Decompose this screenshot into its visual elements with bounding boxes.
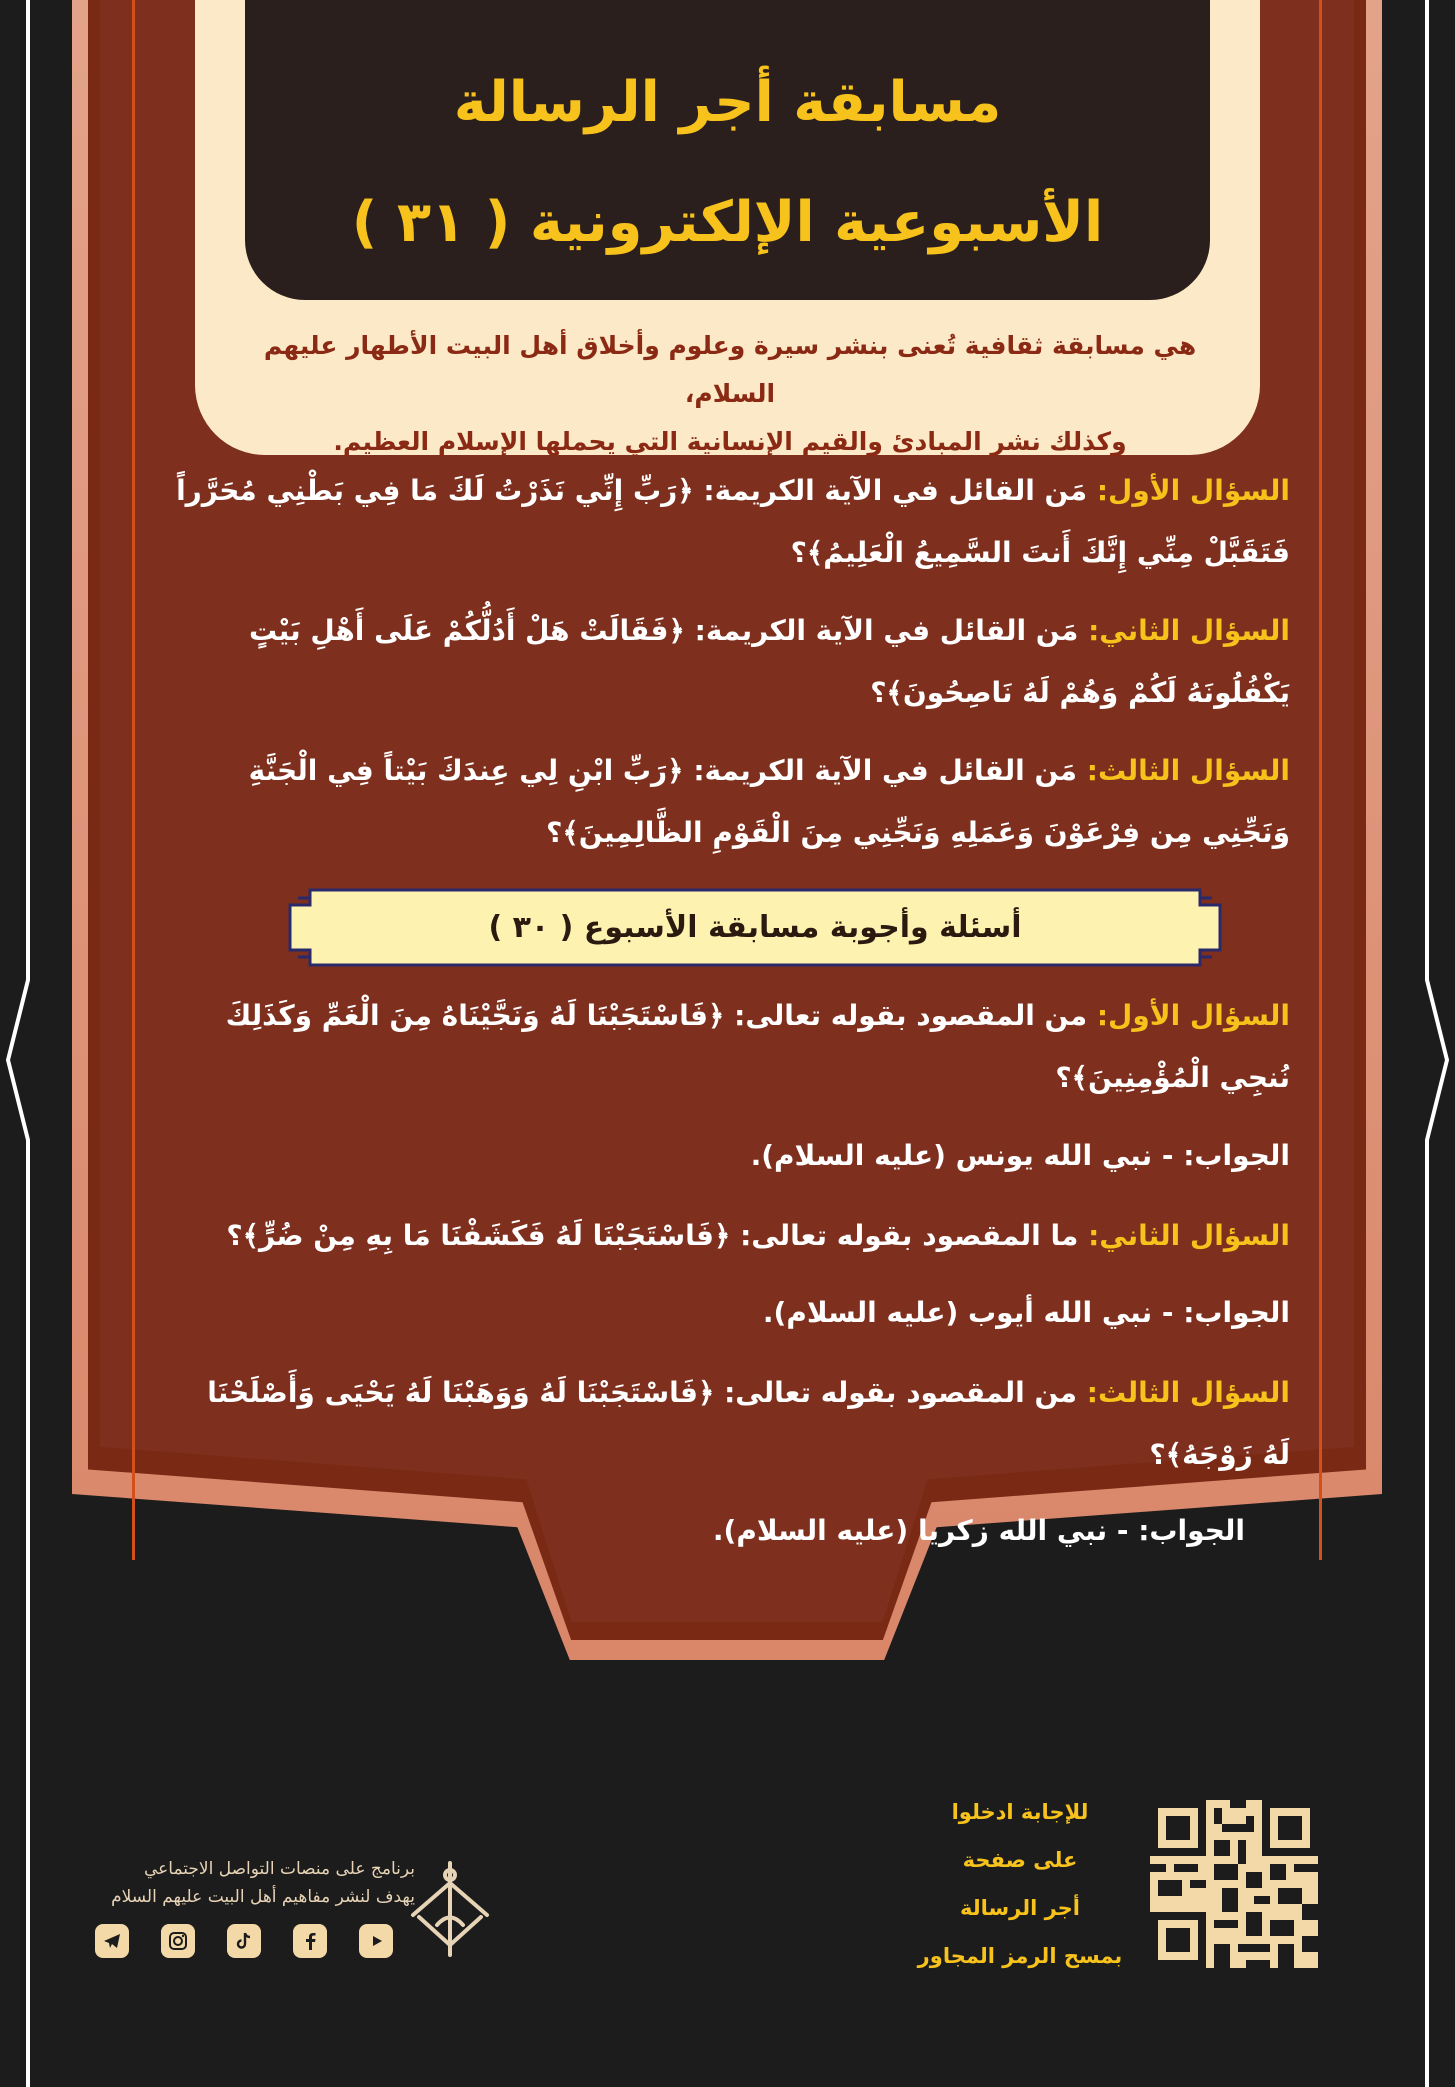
social-links [95,1924,393,1958]
previous-question-3 [170,1362,1290,1486]
question-label: السؤال الثالث: [1086,754,1290,787]
current-question-1 [170,460,1290,584]
question-label: السؤال الأول: [1096,999,1290,1032]
qr-hint-line: أجر الرسالة [959,1896,1080,1920]
left-frame-border [0,0,40,2087]
title-line-2: الأسبوعية الإلكترونية ( ٣١ ) [351,190,1104,255]
program-logo [405,1855,495,1965]
question-text: ما المقصود بقوله تعالى: ﴿فَاسْتَجَبْنَا لَهُ فَكَشَفْنَا مَا بِهِ مِنْ ضُرٍّ﴾؟ [226,1219,1079,1252]
previous-answer-3: الجواب: - نبي الله زكريا (عليه السلام). [712,1514,1245,1547]
previous-question-1 [170,985,1290,1109]
title-block [245,0,1210,300]
youtube-icon[interactable] [359,1924,393,1958]
program-tagline [95,1855,415,1911]
tagline-line-1: برنامج على منصات التواصل الاجتماعي [143,1859,415,1879]
previous-question-2 [170,1205,1290,1267]
qr-hint-line: على صفحة [962,1848,1078,1872]
qr-code[interactable] [1150,1800,1318,1968]
right-frame-border [1415,0,1455,2087]
qr-instructions [905,1788,1135,1980]
banner-title: أسئلة وأجوبة مسابقة الأسبوع ( ٣٠ ) [488,910,1022,945]
question-label: السؤال الثاني: [1088,614,1290,647]
question-text: مَن القائل في الآية الكريمة: ﴿فَقَالَتْ هَلْ أَدُلُّكُمْ عَلَى أَهْلِ بَيْتٍ يَكْفُلُونَهُ لَكُمْ وَهُمْ لَهُ نَاصِحُونَ﴾؟ [249,614,1290,709]
tiktok-icon[interactable] [227,1924,261,1958]
qr-hint-line: للإجابة ادخلوا [951,1800,1089,1824]
telegram-icon[interactable] [95,1924,129,1958]
previous-week-banner [280,880,1230,975]
title-line-1: مسابقة أجر الرسالة [453,70,1002,135]
tagline-line-2: يهدف لنشر مفاهيم أهل البيت عليهم السلام [111,1887,415,1907]
intro-line-1: هي مسابقة ثقافية تُعنى بنشر سيرة وعلوم وأخلاق أهل البيت الأطهار عليهم السلام، [263,331,1197,408]
intro-text [230,322,1230,466]
current-question-3 [170,740,1290,864]
question-label: السؤال الثالث: [1086,1376,1290,1409]
instagram-icon[interactable] [161,1924,195,1958]
question-text: مَن القائل في الآية الكريمة: ﴿رَبِّ إِنِّي نَذَرْتُ لَكَ مَا فِي بَطْنِي مُحَرَّراً فَتَقَبَّلْ مِنِّي إِنَّكَ أَنتَ السَّمِيعُ الْعَلِيمُ﴾؟ [176,474,1290,569]
previous-answer-2: الجواب: - نبي الله أيوب (عليه السلام). [762,1296,1290,1329]
previous-answer-1: الجواب: - نبي الله يونس (عليه السلام). [750,1139,1290,1172]
question-label: السؤال الأول: [1096,474,1290,507]
question-text: من المقصود بقوله تعالى: ﴿فَاسْتَجَبْنَا لَهُ وَنَجَّيْنَاهُ مِنَ الْغَمِّ وَكَذَلِكَ نُنجِي الْمُؤْمِنِينَ﴾؟ [225,999,1290,1094]
question-text: من المقصود بقوله تعالى: ﴿فَاسْتَجَبْنَا لَهُ وَوَهَبْنَا لَهُ يَحْيَى وَأَصْلَحْنَا لَهُ زَوْجَهُ﴾؟ [207,1376,1290,1471]
current-question-2 [170,600,1290,724]
intro-line-2: وكذلك نشر المبادئ والقيم الإنسانية التي يحملها الإسلام العظيم. [333,427,1127,456]
facebook-icon[interactable] [293,1924,327,1958]
question-text: مَن القائل في الآية الكريمة: ﴿رَبِّ ابْنِ لِي عِندَكَ بَيْتاً فِي الْجَنَّةِ وَنَجِّنِي مِن فِرْعَوْنَ وَعَمَلِهِ وَنَجِّنِي مِنَ الْقَوْمِ الظَّالِمِينَ﴾؟ [248,754,1290,849]
qr-hint-line: بمسح الرمز المجاور [917,1944,1123,1968]
question-label: السؤال الثاني: [1088,1219,1290,1252]
